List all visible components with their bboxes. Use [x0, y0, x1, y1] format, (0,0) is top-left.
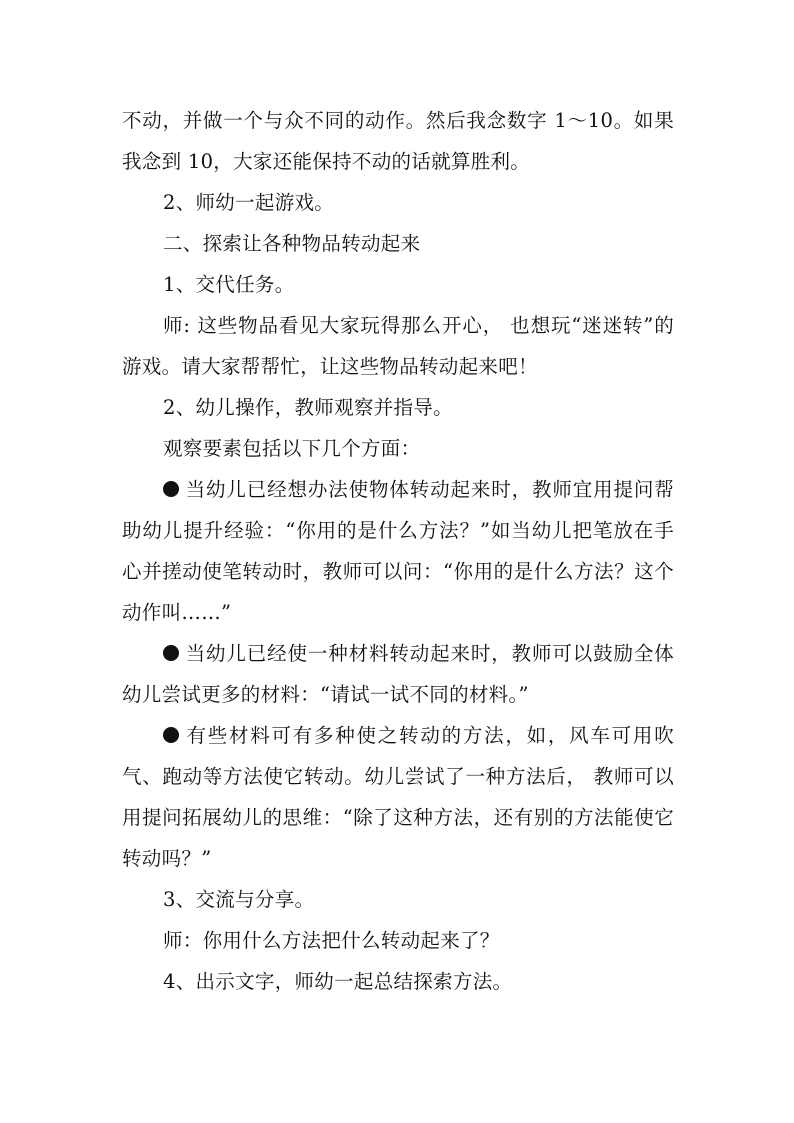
- paragraph-continuation: 不动，并做一个与众不同的动作。然后我念数字 1～10。如果我念到 10，大家还能保持不动的话就算胜利。: [122, 109, 674, 173]
- paragraph-step-3: 3、交流与分享。: [163, 888, 315, 911]
- paragraph-teacher-question: 师：你用什么方法把什么转动起来了？: [163, 929, 500, 952]
- bullet-item-2: [122, 633, 674, 715]
- paragraph-step-1: 1、交代任务。: [163, 273, 295, 296]
- bullet-item-1: [122, 469, 674, 633]
- document-body: [122, 100, 674, 1002]
- section-heading-explore: 二、探索让各种物品转动起来: [163, 232, 421, 255]
- bullet-item-3: [122, 715, 674, 879]
- paragraph-step-4: 4、出示文字，师幼一起总结探索方法。: [163, 970, 513, 993]
- bullet-icon: [163, 727, 179, 743]
- bullet-icon: [163, 481, 179, 497]
- paragraph-teacher-task: 师: 这些物品看见大家玩得那么开心， 也想玩“迷迷转”的游戏。请大家帮帮忙，让这些物品转动起来吧！: [122, 314, 674, 378]
- bullet-item-2-text: 当幼儿已经使一种材料转动起来时，教师可以鼓励全体幼儿尝试更多的材料：“请试一试不同的材料。”: [122, 642, 674, 706]
- paragraph-step-2: 2、师幼一起游戏。: [163, 191, 335, 214]
- paragraph-observation-intro: 观察要素包括以下几个方面：: [163, 437, 421, 460]
- bullet-item-3-text: 有些材料可有多种使之转动的方法，如，风车可用吹气、跑动等方法使它转动。幼儿尝试了一种方法后， 教师可以用提问拓展幼儿的思维：“除了这种方法，还有别的方法能使它转动吗？”: [122, 724, 674, 870]
- bullet-icon: [163, 645, 179, 661]
- paragraph-step-2-operate: 2、幼儿操作，教师观察并指导。: [163, 396, 453, 419]
- bullet-item-1-text: 当幼儿已经想办法使物体转动起来时，教师宜用提问帮助幼儿提升经验：“你用的是什么方法？”如当幼儿把笔放在手心并搓动使笔转动时，教师可以问：“你用的是什么方法？这个动作叫……”: [122, 478, 674, 624]
